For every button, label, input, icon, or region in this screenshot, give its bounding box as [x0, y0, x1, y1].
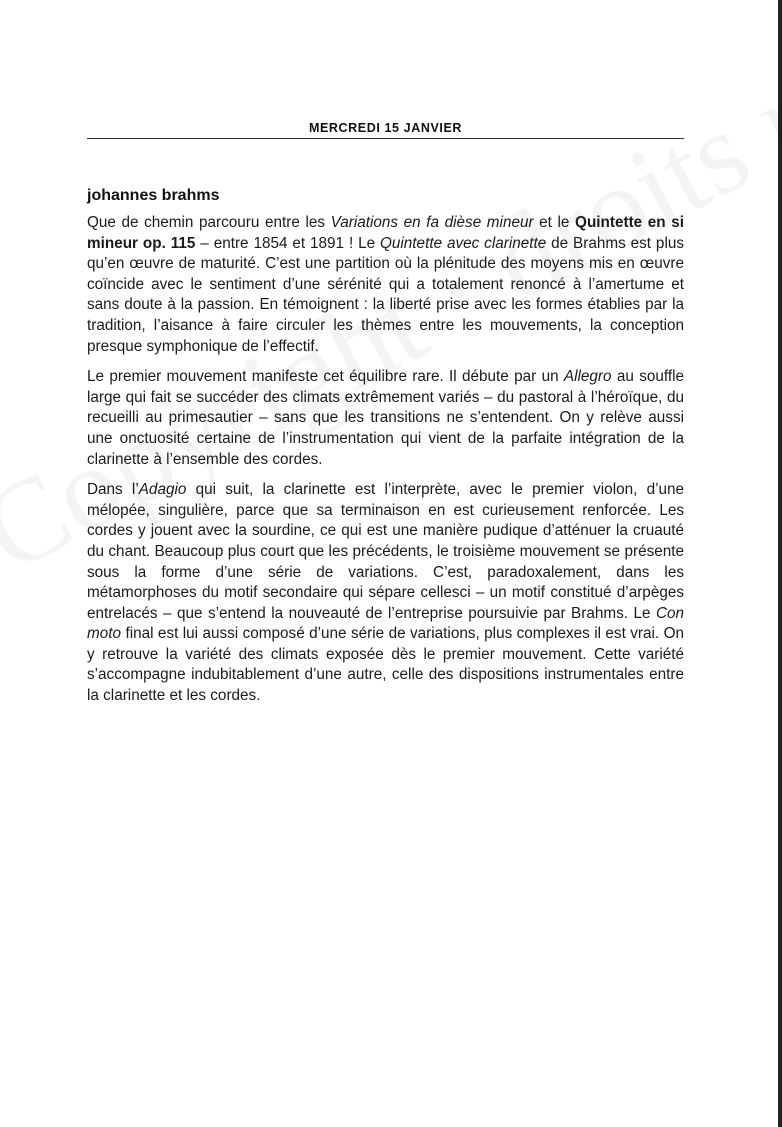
p1-text-e: – entre 1854 et 1891 ! Le: [195, 234, 380, 252]
p2-text-a: Le premier mouvement manifeste cet équilibre rare. Il débute par un: [87, 368, 564, 386]
article-heading: johannes brahms: [87, 187, 220, 204]
p3-tempo-con-moto: Con moto: [87, 604, 684, 643]
p1-work-title-quintette: Quintette en si mineur op. 115: [87, 214, 684, 252]
p1-text-g: de Brahms est plus qu’en œuvre de maturité. C’est une partition où la plénitude des moyens mis en œuvre coïncide avec le sentiment d’une sérénité qui a totalement renoncé à l’amertume et sans doute à la passion. En témoignent : la liberté prise avec les formes établies par la tradition, l’aisance à faire circuler les thèmes entre les mouvements, la conception presque symphonique de l’effectif.: [87, 234, 684, 355]
p3-text-e: final est lui aussi composé d’une série de variations, plus complexes il est vrai. On y retrouve la variété des climats exposée dès le premier mouvement. Cette variété s’accompagne indubitablement d’une autre, celle des dispositions instrumentales entre la clarinette et les cordes.: [87, 625, 684, 705]
p1-text-a: Que de chemin parcouru entre les: [87, 214, 331, 231]
running-head: MERCREDI 15 JANVIER: [308, 121, 463, 135]
paragraph-3: [87, 480, 684, 707]
paragraph-2: [87, 367, 684, 470]
p3-text-a: Dans l’: [87, 481, 139, 499]
p1-work-title-variations: Variations en fa dièse mineur: [330, 214, 534, 231]
p3-text-c: qui suit, la clarinette est l’interprète, avec le premier violon, d’une mélopée, singulière, parce que sa terminaison en est curieusement renforcée. Les cordes y jouent avec la sourdine, ce qui est une manière pudique d’atténuer la cruauté du chant. Beaucoup plus court que les précédents, le troisième mouvement se présente sous la forme d’une série de variations. C’est, paradoxalement, dans les métamorphoses du motif secondaire qui sépare cellesci – un motif constitué d’arpèges entrelacés – que s’entend la nouveauté de l’entreprise poursuivie par Brahms. Le: [87, 481, 684, 622]
header-rule: [87, 138, 684, 139]
p2-text-c: au souffle large qui fait se succéder des climats extrêmement variés – du pastoral à l’héroïque, du recueilli au primesautier – sans que les transitions ne s’entendent. On y relève aussi une onctuosité certaine de l’instrumentation qui vient de la parfaite intégration de la clarinette à l’ensemble des cordes.: [87, 368, 684, 468]
p2-tempo-allegro: Allegro: [563, 368, 612, 386]
article: [87, 184, 684, 717]
p3-tempo-adagio: Adagio: [138, 481, 187, 499]
paragraph-1: [87, 213, 684, 357]
scan-edge: [778, 0, 782, 1127]
p1-text-c: et le: [533, 214, 576, 231]
p1-work-title-quintette-clarinette: Quintette avec clarinette: [380, 234, 547, 252]
